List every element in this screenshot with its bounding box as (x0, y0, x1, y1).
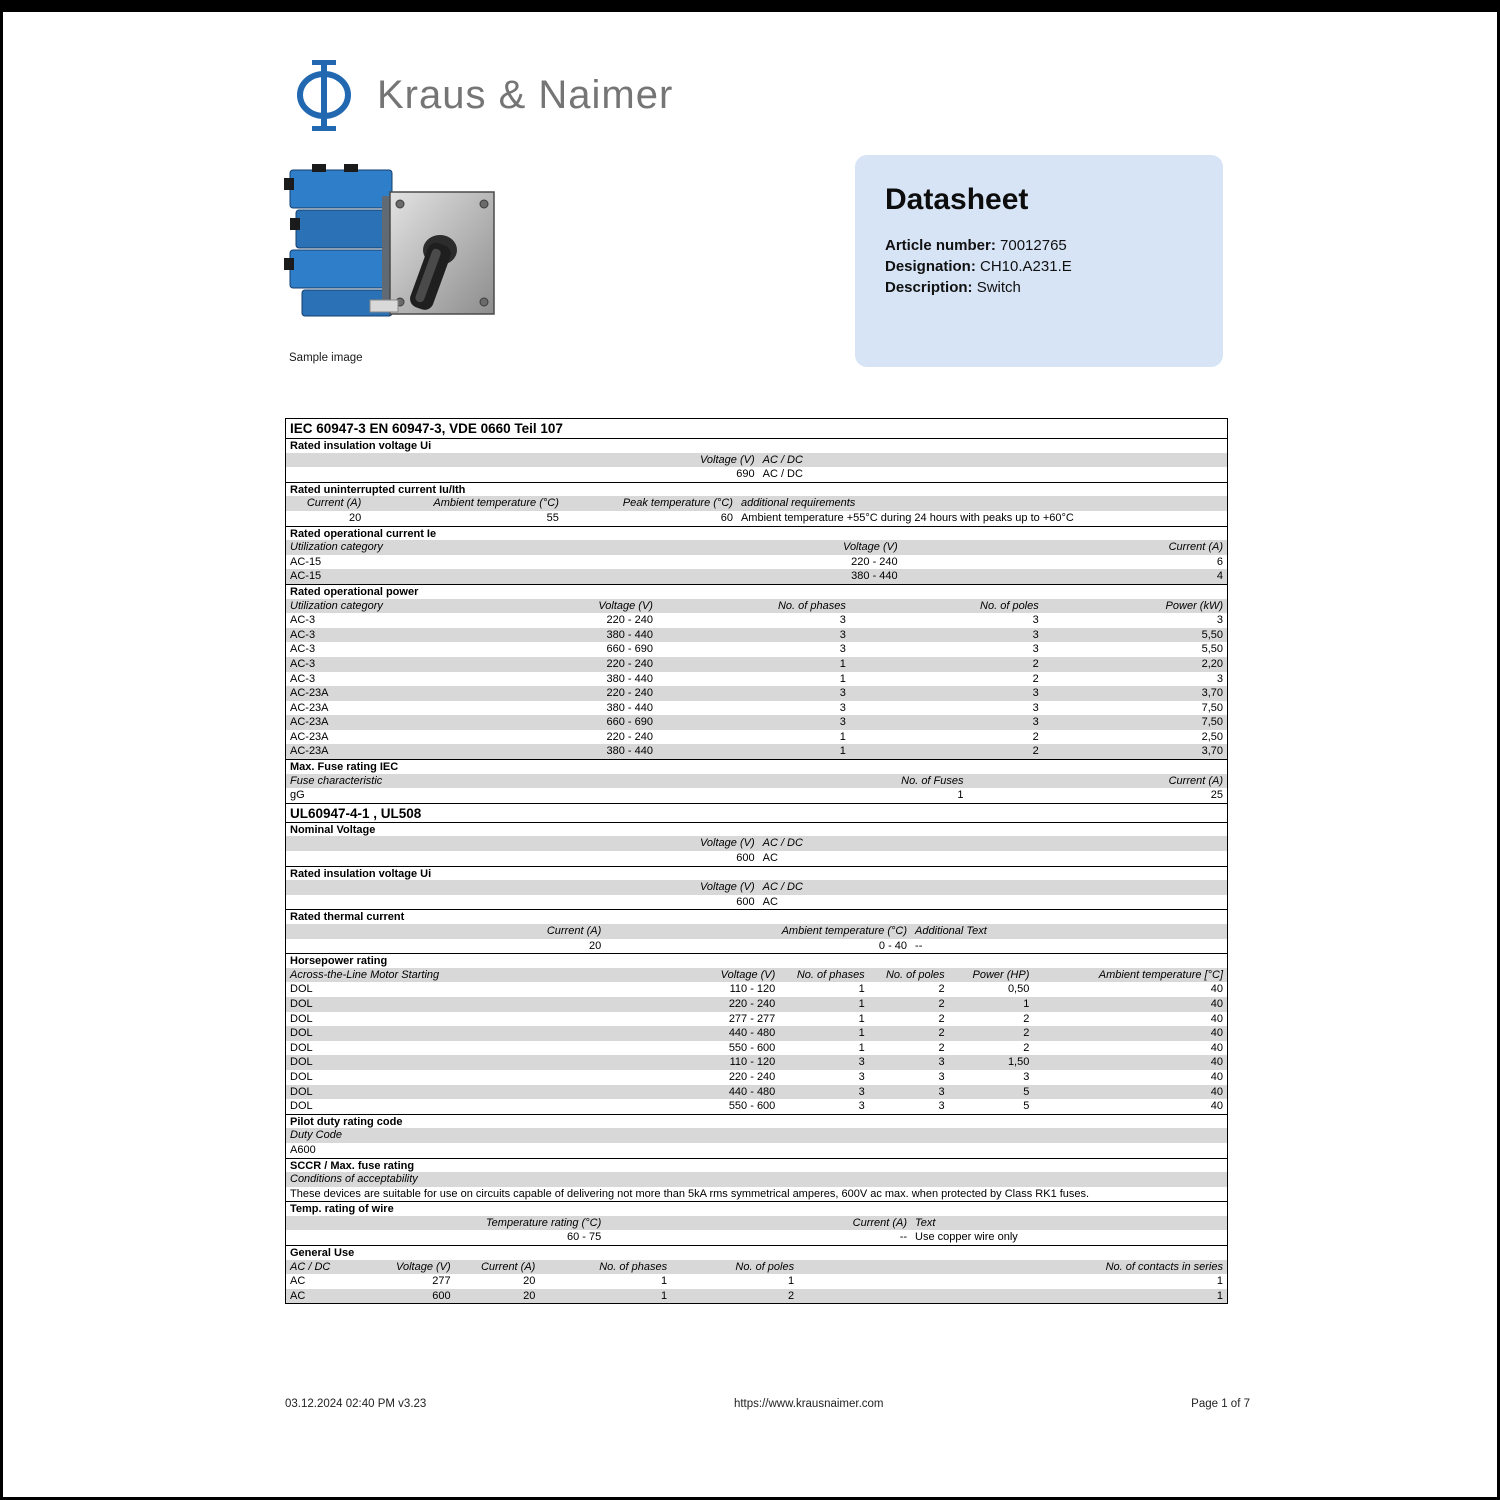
table-row-data (286, 744, 1227, 759)
table-cell: 3 (839, 643, 846, 656)
page-footer (285, 1398, 1250, 1410)
table-cell: Ambient temperature +55°C during 24 hours with peaks up to +60°C (740, 511, 1074, 524)
table-cell: 3 (938, 1085, 945, 1098)
spec-table (285, 418, 1228, 1304)
table-row-data (286, 1289, 1227, 1304)
table-row-data (286, 1041, 1227, 1056)
table-row-data (286, 1085, 1227, 1100)
description-label: Description: (885, 279, 973, 296)
table-cell: 550 - 600 (728, 1041, 776, 1054)
table-cell: AC-15 (290, 570, 322, 583)
table-cell: Current (A) (306, 497, 362, 510)
table-cell: 2,20 (1201, 657, 1223, 670)
table-cell: 3 (1032, 614, 1039, 627)
table-row-data (286, 701, 1227, 716)
table-cell: Ambient temperature [°C] (1098, 968, 1223, 981)
table-row-head (286, 540, 1227, 555)
table-cell: 3,70 (1201, 687, 1223, 700)
table-cell: 3 (858, 1070, 865, 1083)
table-cell: Power (HP) (972, 968, 1030, 981)
table-cell: 380 - 440 (606, 701, 653, 714)
table-cell: Duty Code (290, 1129, 342, 1142)
table-cell: 1 (858, 997, 865, 1010)
table-cell: Rated operational current Ie (290, 527, 437, 540)
table-row-head (286, 924, 1227, 939)
table-cell: 7,50 (1201, 716, 1223, 729)
table-cell: DOL (290, 1041, 313, 1054)
table-cell: Across-the-Line Motor Starting (290, 968, 440, 981)
table-cell: DOL (290, 1070, 313, 1083)
table-cell: 5,50 (1201, 643, 1223, 656)
table-cell: 1,50 (1007, 1056, 1030, 1069)
table-cell: 2 (938, 1041, 945, 1054)
table-cell: No. of phases (599, 1260, 668, 1273)
table-cell: 60 - 75 (566, 1231, 602, 1244)
table-cell: DOL (290, 997, 313, 1010)
table-row-head (286, 496, 1227, 511)
table-cell: 1 (1216, 1275, 1223, 1288)
table-row-head (286, 1216, 1227, 1231)
table-cell: Rated thermal current (290, 911, 405, 924)
table-cell: No. of poles (735, 1260, 795, 1273)
designation-value: CH10.A231.E (980, 258, 1072, 275)
table-cell: Utilization category (290, 599, 383, 612)
table-cell: General Use (290, 1247, 355, 1260)
footer-page: Page 1 of 7 (1191, 1398, 1250, 1410)
table-cell: 5,50 (1201, 628, 1223, 641)
table-cell: Utilization category (290, 541, 383, 554)
table-cell: 1 (957, 789, 964, 802)
table-row-sub (286, 822, 1227, 837)
table-cell: Voltage (V) (699, 453, 755, 466)
table-cell: Voltage (V) (720, 968, 776, 981)
table-cell: 3 (858, 1056, 865, 1069)
table-cell: 1 (858, 983, 865, 996)
table-cell: AC-3 (290, 672, 316, 685)
table-cell: 6 (1216, 555, 1223, 568)
table-cell: 2 (1032, 745, 1039, 758)
table-cell: 220 - 240 (851, 555, 898, 568)
table-cell: AC / DC (762, 837, 803, 850)
table-cell: 3 (1032, 701, 1039, 714)
table-row-sub (286, 1201, 1227, 1216)
table-cell: No. of contacts in series (1105, 1260, 1223, 1273)
datasheet-title: Datasheet (885, 183, 1029, 216)
table-row-head (286, 1128, 1227, 1143)
table-cell: 220 - 240 (728, 1070, 776, 1083)
table-cell: 2 (1023, 1012, 1030, 1025)
table-row-head (286, 836, 1227, 851)
table-cell: 220 - 240 (606, 730, 653, 743)
description-value: Switch (976, 279, 1021, 296)
table-cell: DOL (290, 1012, 313, 1025)
table-cell: AC-23A (290, 716, 329, 729)
table-cell: 1 (858, 1041, 865, 1054)
table-cell: 220 - 240 (606, 657, 653, 670)
table-row-data (286, 1143, 1227, 1158)
table-row-head (286, 599, 1227, 614)
brand-logo (285, 58, 673, 133)
table-row-data (286, 1070, 1227, 1085)
table-cell: Voltage (V) (699, 881, 755, 894)
table-cell: 440 - 480 (728, 1027, 776, 1040)
table-cell: 690 (736, 468, 755, 481)
cam-switch-image (282, 152, 497, 352)
table-row-sub (286, 953, 1227, 968)
table-cell: Pilot duty rating code (290, 1115, 403, 1128)
table-cell: 40 (1210, 1027, 1223, 1040)
table-cell: AC-3 (290, 614, 316, 627)
table-cell: AC-23A (290, 730, 329, 743)
table-cell: No. of poles (885, 968, 945, 981)
table-cell: 2 (938, 1012, 945, 1025)
table-cell: 3 (1032, 687, 1039, 700)
table-row-data (286, 672, 1227, 687)
table-cell: 1 (839, 657, 846, 670)
table-cell: 380 - 440 (606, 672, 653, 685)
table-cell: 20 (523, 1275, 536, 1288)
table-cell: 2 (1032, 672, 1039, 685)
table-cell: -- (899, 1231, 908, 1244)
phi-icon (285, 58, 363, 133)
table-cell: 3 (858, 1100, 865, 1113)
designation-field (885, 256, 1193, 277)
table-cell: 1 (660, 1275, 668, 1288)
table-cell: 440 - 480 (728, 1085, 776, 1098)
table-cell: 3 (839, 716, 846, 729)
table-cell: 3 (839, 701, 846, 714)
table-row-sub (286, 482, 1227, 497)
table-cell: 3 (839, 614, 846, 627)
table-cell: 5 (1023, 1100, 1030, 1113)
table-cell: 2 (1023, 1027, 1030, 1040)
table-cell: 1 (839, 730, 846, 743)
table-cell: AC (290, 1289, 306, 1302)
table-cell: No. of poles (980, 599, 1039, 612)
table-cell: These devices are suitable for use on circuits capable of delivering not more than 5kA rms symmetrical amperes, 600V ac max. when protected by Class RK1 fuses. (290, 1187, 1090, 1200)
table-row-title (286, 419, 1227, 438)
table-row-head (286, 968, 1227, 983)
table-cell: 40 (1210, 1056, 1223, 1069)
table-cell: 60 (720, 511, 733, 524)
table-cell: 40 (1210, 1041, 1223, 1054)
table-cell: 2 (1032, 657, 1039, 670)
table-row-head (286, 1260, 1227, 1275)
table-cell: 600 (736, 852, 755, 865)
table-cell: Max. Fuse rating IEC (290, 761, 399, 774)
table-row-head (286, 880, 1227, 895)
datasheet-card (855, 155, 1223, 367)
table-row-head (286, 453, 1227, 468)
table-row-data (286, 628, 1227, 643)
table-cell: 40 (1210, 1100, 1223, 1113)
table-cell: Peak temperature (°C) (622, 497, 733, 510)
table-cell: 0 - 40 (878, 939, 908, 952)
table-cell: 3 (938, 1056, 945, 1069)
table-row-data (286, 939, 1227, 954)
table-cell: 3 (839, 628, 846, 641)
table-cell: 1 (787, 1275, 795, 1288)
table-cell: AC-23A (290, 687, 329, 700)
table-cell: Ambient temperature (°C) (433, 497, 559, 510)
table-cell: Voltage (V) (699, 837, 755, 850)
table-cell: 1 (839, 745, 846, 758)
table-cell: UL60947-4-1 , UL508 (290, 805, 422, 821)
table-cell: 220 - 240 (728, 997, 776, 1010)
table-row-data (286, 467, 1227, 482)
table-cell: 380 - 440 (606, 628, 653, 641)
table-cell: 55 (546, 511, 559, 524)
table-row-data (286, 730, 1227, 745)
table-cell: 3 (938, 1070, 945, 1083)
table-row-title (286, 803, 1227, 822)
designation-label: Designation: (885, 258, 976, 275)
table-cell: Use copper wire only (915, 1231, 1018, 1244)
table-cell: Rated operational power (290, 585, 419, 598)
table-cell: -- (915, 939, 923, 952)
table-cell: 1 (1216, 1289, 1223, 1302)
table-cell: 40 (1210, 997, 1223, 1010)
table-cell: 3 (1032, 628, 1039, 641)
table-row-data (286, 1099, 1227, 1114)
table-row-data (286, 642, 1227, 657)
table-cell: 2 (938, 1027, 945, 1040)
table-cell: Current (A) (852, 1216, 908, 1229)
table-cell: 40 (1210, 1070, 1223, 1083)
table-cell: AC-15 (290, 555, 322, 568)
table-cell: 660 - 690 (606, 716, 653, 729)
table-row-head (286, 774, 1227, 789)
table-row-head (286, 1172, 1227, 1187)
table-cell: 3 (1216, 614, 1223, 627)
table-cell: 3 (938, 1100, 945, 1113)
table-row-sub (286, 866, 1227, 881)
table-cell: 20 (349, 511, 362, 524)
table-cell: No. of phases (796, 968, 865, 981)
table-row-data (286, 982, 1227, 997)
table-cell: Current (A) (1168, 541, 1223, 554)
table-row-sub (286, 1245, 1227, 1260)
table-row-sub (286, 526, 1227, 541)
table-row-sub (286, 909, 1227, 924)
table-cell: Additional Text (915, 925, 987, 937)
table-cell: 20 (523, 1289, 536, 1302)
table-cell: SCCR / Max. fuse rating (290, 1159, 415, 1172)
table-cell: Current (A) (1168, 774, 1223, 787)
sample-image-caption: Sample image (289, 352, 363, 364)
table-cell: Text (915, 1216, 936, 1229)
table-cell: 40 (1210, 1012, 1223, 1025)
table-cell: 3 (1216, 672, 1223, 685)
table-cell: AC / DC (762, 881, 803, 894)
table-row-data (286, 1012, 1227, 1027)
table-row-data (286, 997, 1227, 1012)
table-cell: 600 (432, 1289, 451, 1302)
table-row-sub (286, 438, 1227, 453)
table-cell: gG (290, 789, 305, 802)
article-number-value: 70012765 (1000, 237, 1067, 254)
table-cell: 2 (787, 1289, 795, 1302)
table-cell: 660 - 690 (606, 643, 653, 656)
table-cell: 1 (858, 1012, 865, 1025)
table-cell: AC-3 (290, 628, 316, 641)
table-cell: 2 (938, 997, 945, 1010)
table-row-data (286, 511, 1227, 526)
table-cell: 5 (1023, 1085, 1030, 1098)
table-cell: 2,50 (1201, 730, 1223, 743)
table-cell: 2 (938, 983, 945, 996)
table-row-data (286, 686, 1227, 701)
table-cell: 3 (1032, 643, 1039, 656)
footer-url: https://www.krausnaimer.com (733, 1398, 884, 1410)
description-field (885, 277, 1193, 298)
table-cell: Ambient temperature (°C) (781, 925, 908, 937)
table-cell: 380 - 440 (851, 570, 898, 583)
table-cell: 40 (1210, 983, 1223, 996)
table-row-data (286, 1055, 1227, 1070)
table-row-data (286, 1026, 1227, 1041)
table-cell: 3 (1023, 1070, 1030, 1083)
table-cell: 110 - 120 (729, 983, 776, 996)
table-cell: No. of Fuses (901, 774, 964, 787)
table-cell: 7,50 (1201, 701, 1223, 714)
table-cell: 110 - 120 (729, 1056, 776, 1069)
table-cell: AC / DC (762, 453, 803, 466)
table-cell: IEC 60947-3 EN 60947-3, VDE 0660 Teil 107 (290, 421, 563, 436)
table-cell: 277 - 277 (728, 1012, 776, 1025)
table-row-data (286, 715, 1227, 730)
table-row-data (286, 895, 1227, 910)
table-cell: DOL (290, 1027, 313, 1040)
table-cell: DOL (290, 983, 313, 996)
table-cell: 220 - 240 (606, 687, 653, 700)
table-cell: 1 (1023, 997, 1030, 1010)
table-cell: AC / DC (762, 468, 803, 481)
table-cell: DOL (290, 1085, 313, 1098)
table-cell: 3,70 (1201, 745, 1223, 758)
table-cell: 1 (839, 672, 846, 685)
table-cell: AC / DC (290, 1260, 331, 1273)
table-cell: 277 (432, 1275, 451, 1288)
table-cell: Temperature rating (°C) (485, 1216, 602, 1229)
table-row-sub (286, 759, 1227, 774)
table-cell: Voltage (V) (843, 541, 898, 554)
table-cell: Current (A) (480, 1260, 536, 1273)
table-row-data (286, 657, 1227, 672)
table-cell: A600 (290, 1143, 316, 1156)
table-cell: 2 (1032, 730, 1039, 743)
table-row-data (286, 788, 1227, 803)
table-cell: 380 - 440 (606, 745, 653, 758)
table-cell: Horsepower rating (290, 955, 388, 968)
brand-name: Kraus & Naimer (377, 73, 674, 117)
footer-date: 03.12.2024 02:40 PM v3.23 (285, 1398, 427, 1410)
table-row-sub (286, 1158, 1227, 1173)
article-number-label: Article number: (885, 237, 996, 254)
table-cell: 3 (1032, 716, 1039, 729)
table-cell: 3 (839, 687, 846, 700)
table-cell: additional requirements (740, 497, 856, 510)
table-cell: AC (290, 1275, 306, 1288)
table-cell: Fuse characteristic (290, 774, 383, 787)
table-row-sub (286, 584, 1227, 599)
table-cell: Temp. rating of wire (290, 1203, 394, 1216)
table-row-sub (286, 1114, 1227, 1129)
table-cell: Current (A) (546, 925, 602, 937)
table-cell: AC-3 (290, 657, 316, 670)
table-cell: Nominal Voltage (290, 823, 376, 836)
table-cell: 2 (1023, 1041, 1030, 1054)
table-row-data (286, 1187, 1227, 1202)
table-cell: 3 (858, 1085, 865, 1098)
table-cell: Conditions of acceptability (290, 1173, 418, 1186)
table-cell: 220 - 240 (606, 614, 653, 627)
table-cell: Rated uninterrupted current Iu/Ith (290, 483, 466, 496)
table-cell: 20 (588, 939, 602, 952)
table-cell: Rated insulation voltage Ui (290, 440, 432, 452)
table-row-data (286, 1230, 1227, 1245)
table-row-data (286, 613, 1227, 628)
table-cell: AC (762, 852, 778, 865)
table-cell: Rated insulation voltage Ui (290, 867, 432, 880)
table-cell: 25 (1210, 789, 1223, 802)
table-cell: AC (762, 895, 778, 908)
table-cell: AC-3 (290, 643, 316, 656)
article-number-field (885, 235, 1193, 256)
table-cell: AC-23A (290, 701, 329, 714)
table-cell: 40 (1210, 1085, 1223, 1098)
table-row-data (286, 851, 1227, 866)
table-cell: No. of phases (777, 599, 846, 612)
table-row-data (286, 1274, 1227, 1289)
table-cell: 1 (660, 1289, 668, 1302)
table-cell: 1 (858, 1027, 865, 1040)
table-cell: 600 (736, 895, 755, 908)
table-cell: 4 (1216, 570, 1223, 583)
table-cell: DOL (290, 1056, 313, 1069)
table-cell: Voltage (V) (396, 1260, 451, 1273)
table-cell: Voltage (V) (598, 599, 653, 612)
table-row-data (286, 569, 1227, 584)
table-cell: AC-23A (290, 745, 329, 758)
table-cell: DOL (290, 1100, 313, 1113)
table-cell: 550 - 600 (728, 1100, 776, 1113)
table-cell: Power (kW) (1165, 599, 1223, 612)
table-cell: 0,50 (1007, 983, 1030, 996)
table-row-data (286, 555, 1227, 570)
